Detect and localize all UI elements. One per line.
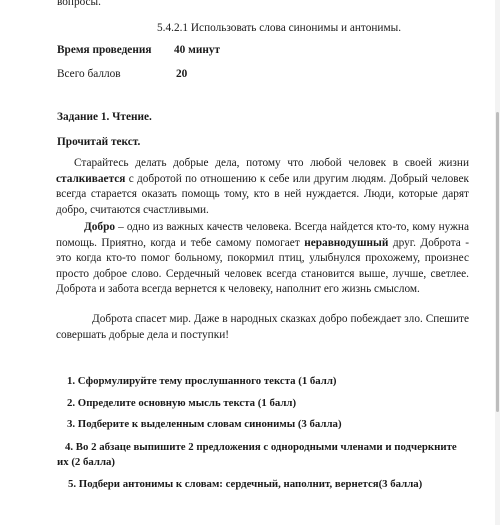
vertical-scrollbar[interactable] bbox=[495, 0, 500, 525]
time-value: 40 минут bbox=[174, 44, 221, 56]
p2-bold-word-1: Добро bbox=[84, 221, 116, 233]
paragraph-2 bbox=[56, 220, 469, 298]
score-label: Всего баллов bbox=[57, 68, 121, 80]
question-2: 2. Определите основную мысль текста (1 балл) bbox=[67, 397, 297, 409]
p2-text-a: – одно из важных качеств человека. Всегда найдется кто-то, кому нужна помощь. Приятно, когда и тебе самому помогает bbox=[56, 221, 469, 249]
p3-text: Доброта спасет мир. Даже в народных сказках добро побеждает зло. Спешите совершать добрые дела и поступки! bbox=[56, 313, 469, 341]
objective-line: 5.4.2.1 Использовать слова синонимы и антонимы. bbox=[157, 22, 402, 34]
p2-bold-word-2: неравнодушный bbox=[304, 236, 389, 249]
p2-text-b: друг. Доброта - это когда кто-то помог больному, покормил птиц, улыбнулся прохожему, произнес просто доброе слово. Сердечный человек всегда становится выше, лучше, светлее. Доброта и забота всегда вернется к человеку, наполнит его жизнь смыслом. bbox=[56, 236, 469, 296]
scrollbar-thumb[interactable] bbox=[496, 112, 499, 412]
question-4: 4. Во 2 абзаце выпишите 2 предложения с однородными членами и подчеркните их (2 балла) bbox=[57, 441, 457, 468]
question-5: 5. Подбери антонимы к словам: сердечный, наполнит, вернется(3 балла) bbox=[68, 478, 423, 490]
question-3: 3. Подберите к выделенным словам синонимы (3 балла) bbox=[67, 418, 342, 430]
task-title: Задание 1. Чтение. bbox=[57, 111, 152, 123]
paragraph-3 bbox=[56, 312, 469, 343]
time-label: Время проведения bbox=[57, 44, 152, 56]
task-instruction: Прочитай текст. bbox=[57, 136, 141, 148]
score-value: 20 bbox=[176, 68, 188, 80]
p1-text-a: Старайтесь делать добрые дела, потому что любой человек в своей жизни bbox=[74, 157, 469, 169]
question-1: 1. Сформулируйте тему прослушанного текста (1 балл) bbox=[67, 375, 337, 387]
p1-bold-word: сталкивается bbox=[56, 172, 126, 185]
paragraph-1 bbox=[56, 156, 469, 218]
p1-text-b: с добротой по отношению к себе или другим людям. Добрый человек всегда старается оказать помощь тому, кто в ней нуждается. Люди, которые дарят добро, считаются счастливыми. bbox=[56, 172, 469, 216]
top-line: вопросы. bbox=[57, 0, 101, 8]
